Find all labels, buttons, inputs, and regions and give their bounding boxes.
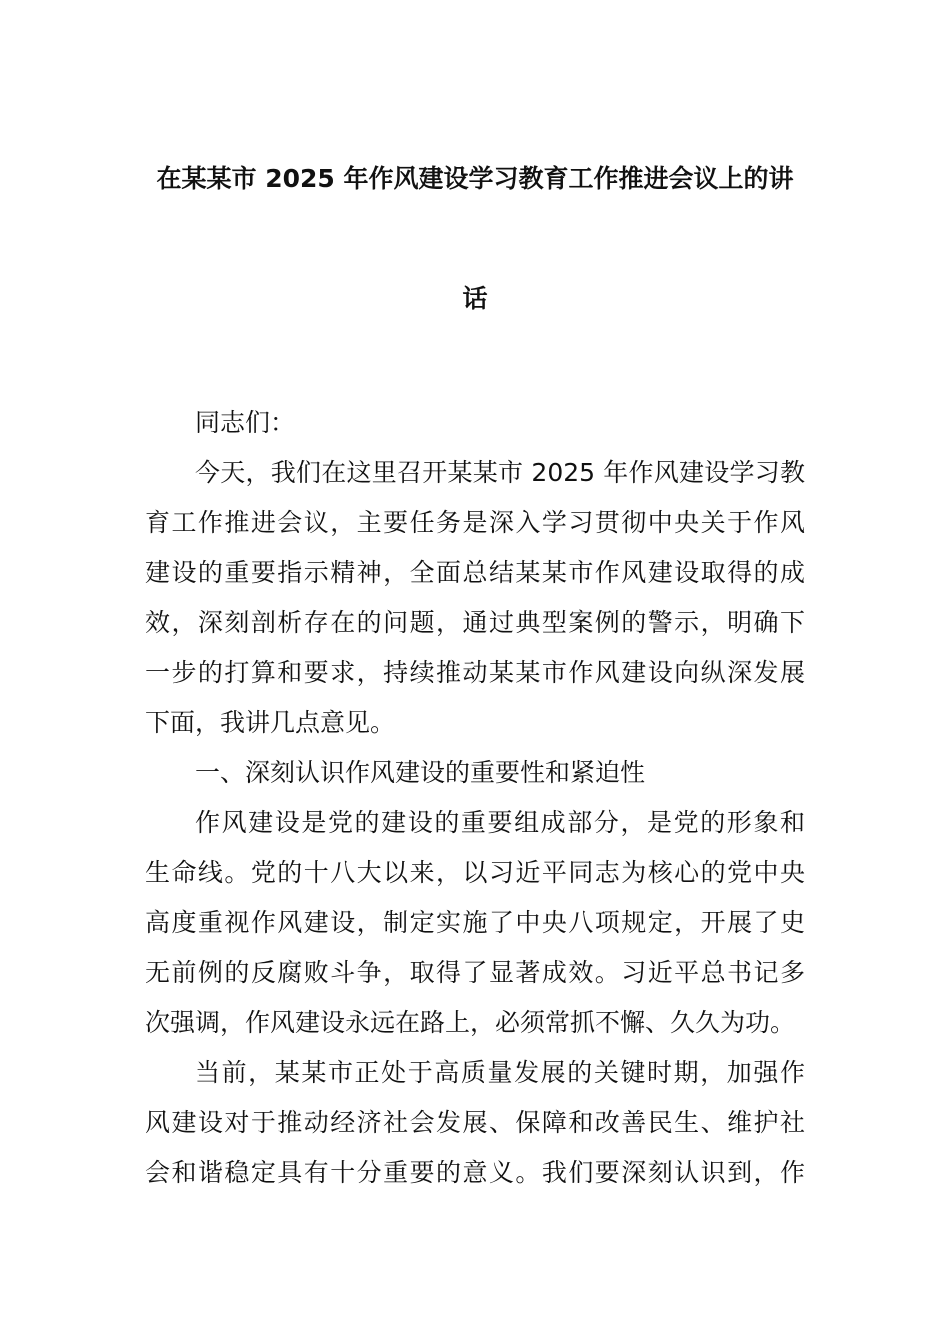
paragraph-line: 无前例的反腐败斗争，取得了显著成效。习近平总书记多	[145, 958, 805, 987]
paragraph-line: 风建设对于推动经济社会发展、保障和改善民生、维护社	[145, 1108, 805, 1137]
paragraph-line: 今天，我们在这里召开某某市 2025 年作风建设学习教	[195, 458, 805, 487]
document-body	[145, 398, 805, 1198]
paragraph-line: 建设的重要指示精神，全面总结某某市作风建设取得的成	[145, 558, 805, 587]
paragraph-line: 高度重视作风建设，制定实施了中央八项规定，开展了史	[145, 908, 805, 937]
paragraph-line: 生命线。党的十八大以来，以习近平同志为核心的党中央	[145, 858, 805, 887]
paragraph-line: 作风建设是党的建设的重要组成部分，是党的形象和	[195, 808, 805, 837]
paragraph-line: 效，深刻剖析存在的问题，通过典型案例的警示，明确下	[145, 608, 805, 637]
section-heading: 一、深刻认识作风建设的重要性和紧迫性	[195, 758, 646, 787]
document-title-line-1: 在某某市 2025 年作风建设学习教育工作推进会议上的讲	[156, 164, 794, 193]
salutation: 同志们：	[195, 408, 296, 437]
paragraph-line: 育工作推进会议，主要任务是深入学习贯彻中央关于作风	[145, 508, 805, 537]
paragraph-line: 会和谐稳定具有十分重要的意义。我们要深刻认识到，作	[145, 1158, 805, 1187]
paragraph-line: 一步的打算和要求，持续推动某某市作风建设向纵深发展	[145, 658, 805, 687]
paragraph-line: 当前，某某市正处于高质量发展的关键时期，加强作	[195, 1058, 805, 1087]
paragraph-line: 下面，我讲几点意见。	[145, 708, 396, 737]
document-title-line-2: 话	[462, 284, 488, 313]
paragraph-line: 次强调，作风建设永远在路上，必须常抓不懈、久久为功。	[145, 1008, 796, 1037]
